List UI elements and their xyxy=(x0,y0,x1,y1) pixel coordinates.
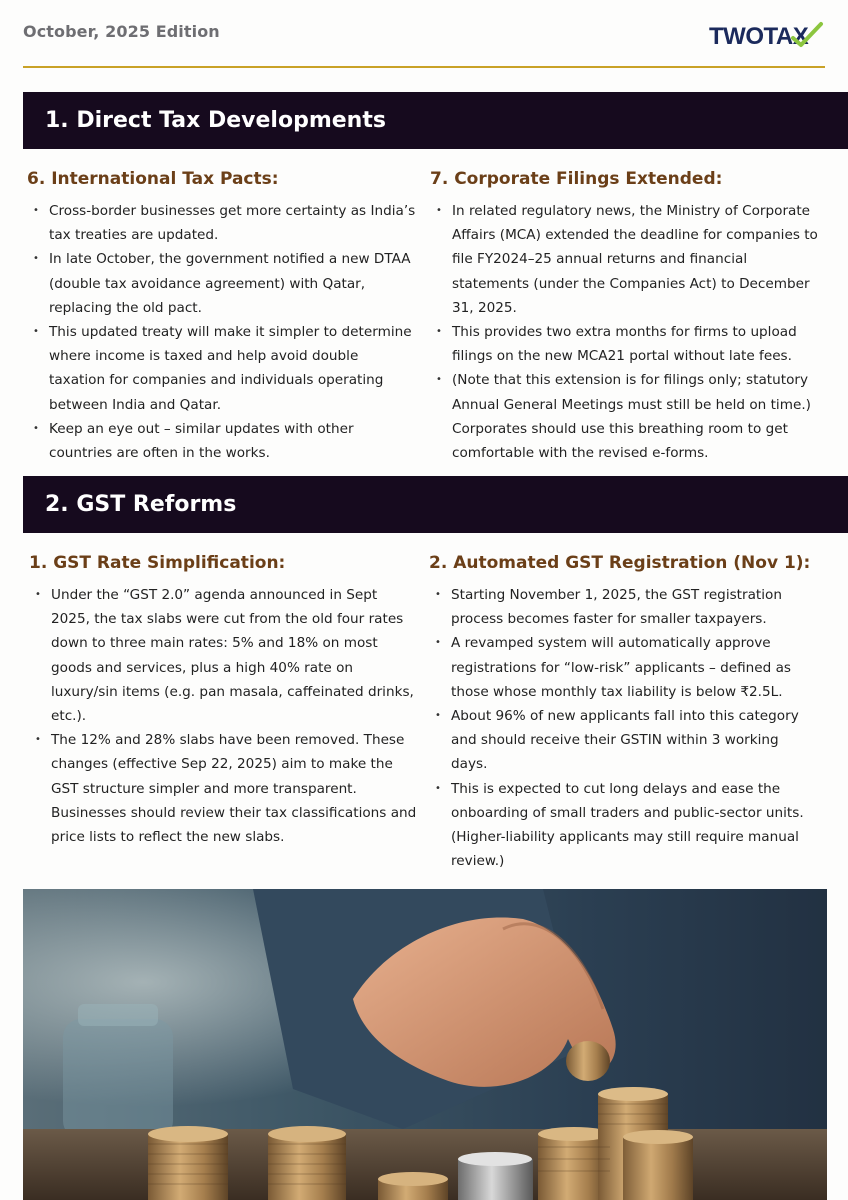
column-heading: 7. Corporate Filings Extended: xyxy=(430,169,723,189)
bullet-item: • (Note that this extension is for filings only; statutory Annual General Meetings must still be held on time.) Corporates should use this breathing room to get comfortable with the revised e-forms. xyxy=(430,368,820,465)
bullet-item: • This provides two extra months for firms to upload filings on the new MCA21 portal without late fees. xyxy=(430,320,820,368)
section-banner-gst-reforms xyxy=(23,476,848,533)
column-international-tax-pacts xyxy=(27,169,417,465)
column-automated-gst-registration xyxy=(429,553,819,873)
bullet-item: • This updated treaty will make it simpler to determine where income is taxed and help avoid double taxation for companies and individuals operating between India and Qatar. xyxy=(27,320,417,417)
bullet-item: • A revamped system will automatically approve registrations for “low-risk” applicants – defined as those whose monthly tax liability is below ₹2.5L. xyxy=(429,631,819,704)
bullet-item: • Cross-border businesses get more certainty as India’s tax treaties are updated. xyxy=(27,199,417,247)
column-heading: 1. GST Rate Simplification: xyxy=(29,553,286,573)
bullet-item: • This is expected to cut long delays and ease the onboarding of small traders and public-sector units. (Higher-liability applicants may still require manual review.) xyxy=(429,777,819,874)
bullet-item: • In related regulatory news, the Ministry of Corporate Affairs (MCA) extended the deadline for companies to file FY2024–25 annual returns and financial statements (under the Companies Act) to December 31, 2025. xyxy=(430,199,820,320)
bullet-item: • Under the “GST 2.0” agenda announced in Sept 2025, the tax slabs were cut from the old four rates down to three main rates: 5% and 18% on most goods and services, plus a high 40% rate on luxury/sin items (e.g. pan masala, caffeinated drinks, etc.). xyxy=(29,583,419,728)
bullet-item: • About 96% of new applicants fall into this category and should receive their GSTIN within 3 working days. xyxy=(429,704,819,777)
edition-label: October, 2025 Edition xyxy=(23,22,220,41)
twotax-logo xyxy=(709,18,824,52)
section-title: 1. Direct Tax Developments xyxy=(45,108,386,133)
section-banner-direct-tax xyxy=(23,92,848,149)
bullet-item: • Keep an eye out – similar updates with other countries are often in the works. xyxy=(27,417,417,465)
bullet-item: • In late October, the government notified a new DTAA (double tax avoidance agreement) with Qatar, replacing the old pact. xyxy=(27,247,417,320)
header-divider xyxy=(23,66,825,68)
column-heading: 6. International Tax Pacts: xyxy=(27,169,279,189)
coins-photo xyxy=(23,889,827,1200)
bullet-item: • Starting November 1, 2025, the GST registration process becomes faster for smaller taxpayers. xyxy=(429,583,819,631)
column-corporate-filings xyxy=(430,169,820,465)
column-gst-rate-simplification xyxy=(29,553,419,849)
column-heading: 2. Automated GST Registration (Nov 1): xyxy=(429,553,811,573)
section-title: 2. GST Reforms xyxy=(45,492,237,517)
bullet-item: • The 12% and 28% slabs have been removed. These changes (effective Sep 22, 2025) aim to make the GST structure simpler and more transparent. Businesses should review their tax classifications and price lists to reflect the new slabs. xyxy=(29,728,419,849)
logo-text: TWOTAX xyxy=(709,23,809,50)
